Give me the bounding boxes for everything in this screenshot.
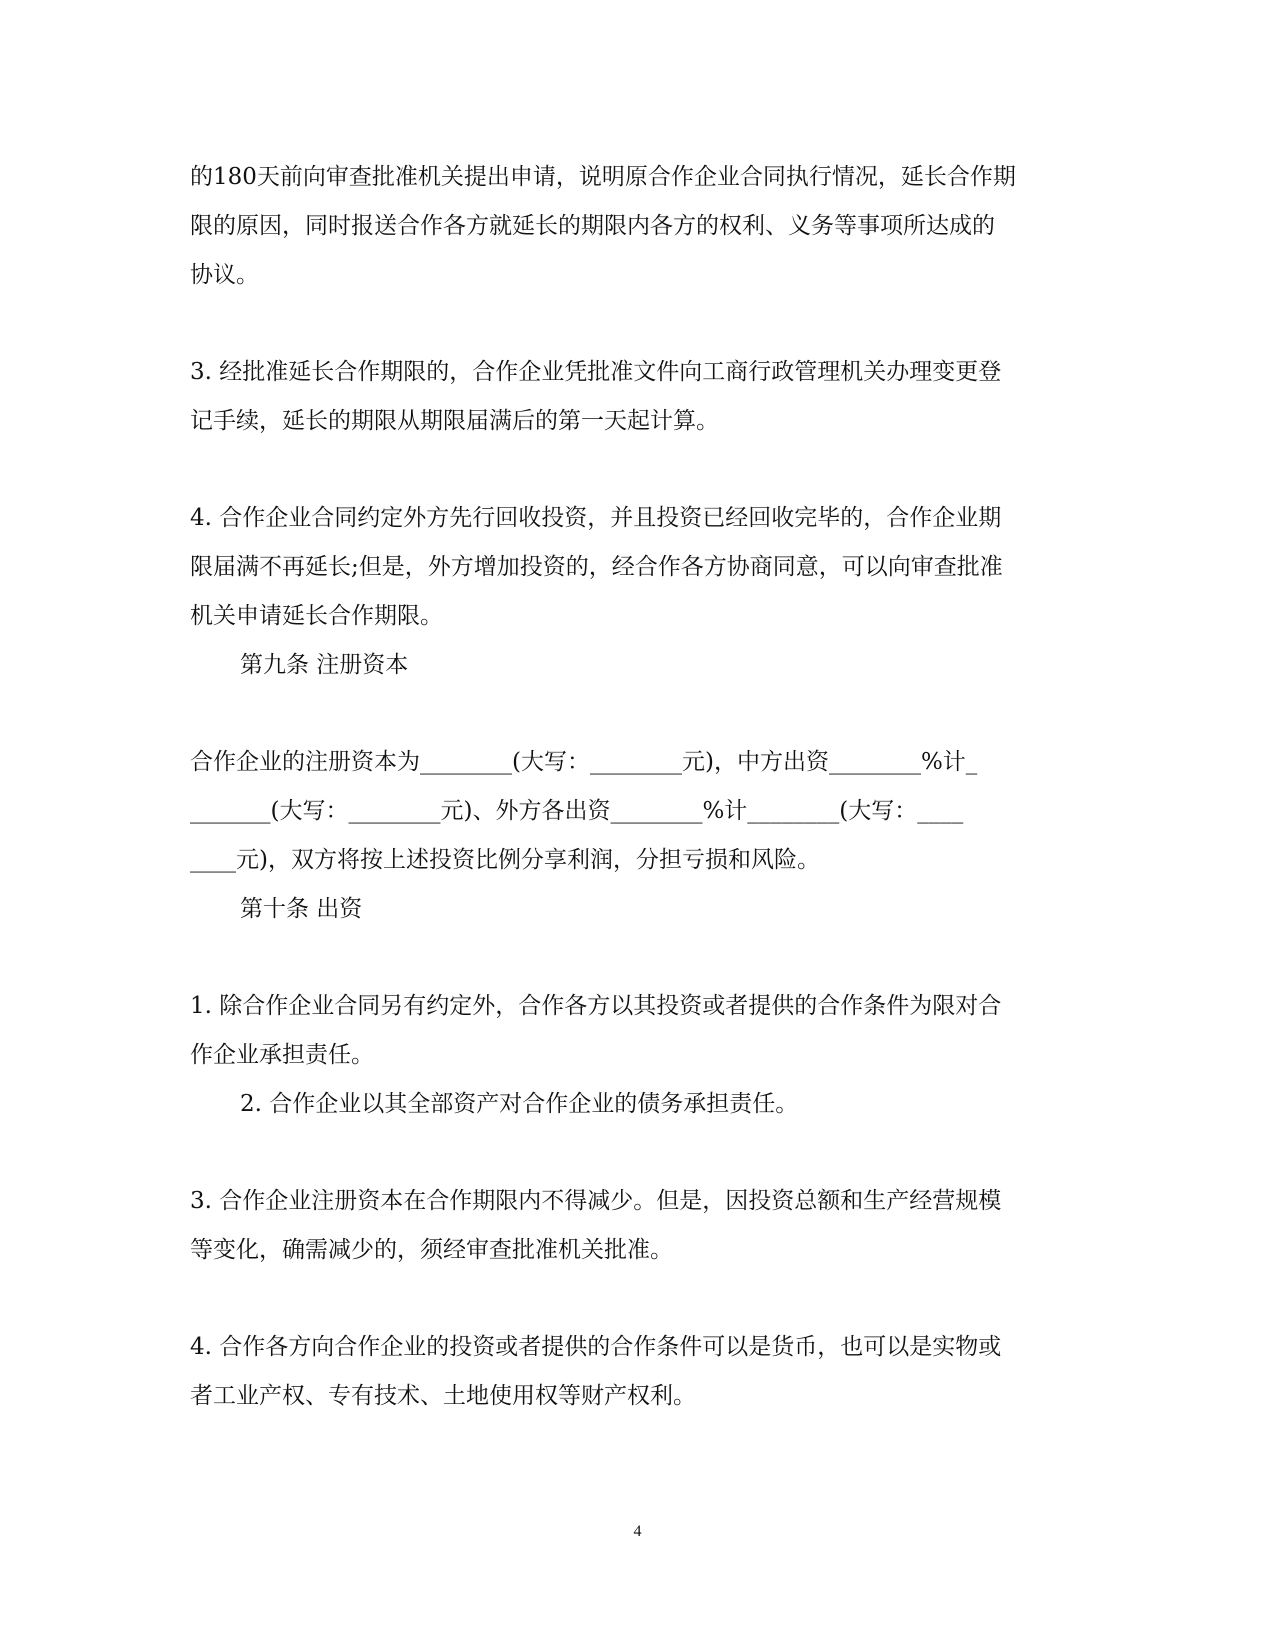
paragraph-line: 1. 除合作企业合同另有约定外，合作各方以其投资或者提供的合作条件为限对合 [190, 993, 1002, 1019]
paragraph-line: 协议。 [190, 262, 259, 288]
paragraph-line: 的180天前向审查批准机关提出申请，说明原合作企业合同执行情况，延长合作期 [190, 164, 1016, 190]
page-number: 4 [633, 1523, 642, 1540]
paragraph-line: 限届满不再延长;但是，外方增加投资的，经合作各方协商同意，可以向审查批准 [190, 554, 1003, 580]
paragraph-line: ____元)，双方将按上述投资比例分享利润，分担亏损和风险。 [190, 847, 820, 873]
paragraph-line: 记手续，延长的期限从期限届满后的第一天起计算。 [190, 408, 719, 434]
paragraph-line: 4. 合作企业合同约定外方先行回收投资，并且投资已经回收完毕的，合作企业期 [190, 505, 1002, 531]
paragraph-line: _______(大写：________元)、外方各出资________%计________(大写：____ [190, 798, 964, 824]
paragraph-line: 机关申请延长合作期限。 [190, 603, 443, 629]
paragraph-line: 3. 经批准延长合作期限的，合作企业凭批准文件向工商行政管理机关办理变更登 [190, 359, 1002, 385]
section-heading-article-10: 第十条 出资 [240, 896, 363, 922]
paragraph-line: 等变化，确需减少的，须经审查批准机关批准。 [190, 1237, 673, 1263]
paragraph-line: 合作企业的注册资本为________(大写：________元)，中方出资________%计_ [190, 749, 978, 775]
paragraph-line: 作企业承担责任。 [190, 1042, 374, 1068]
paragraph-line: 3. 合作企业注册资本在合作期限内不得减少。但是，因投资总额和生产经营规模 [190, 1188, 1002, 1214]
paragraph-line: 4. 合作各方向合作企业的投资或者提供的合作条件可以是货币，也可以是实物或 [190, 1334, 1002, 1360]
paragraph-line: 2. 合作企业以其全部资产对合作企业的债务承担责任。 [240, 1091, 799, 1117]
paragraph-line: 限的原因，同时报送合作各方就延长的期限内各方的权利、义务等事项所达成的 [190, 213, 995, 239]
section-heading-article-9: 第九条 注册资本 [240, 652, 409, 678]
paragraph-line: 者工业产权、专有技术、土地使用权等财产权利。 [190, 1383, 696, 1409]
